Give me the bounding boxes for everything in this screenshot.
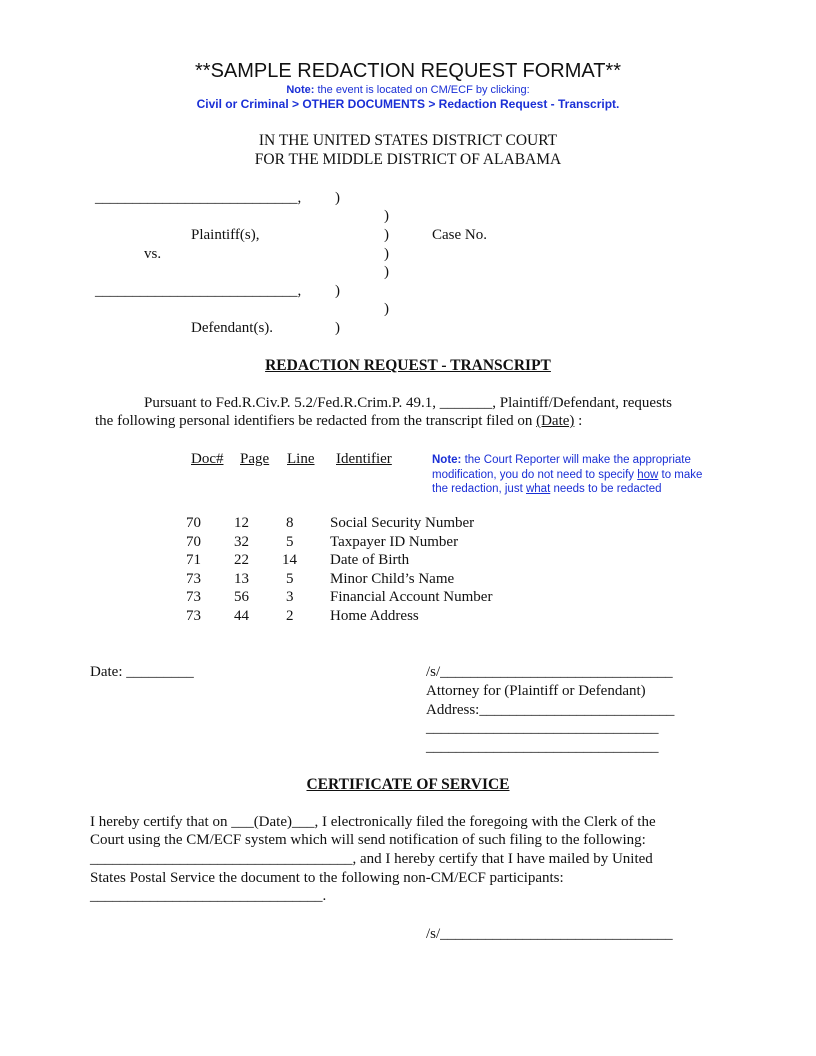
header-note-text: the event is located on CM/ECF by clicking: — [314, 84, 530, 96]
request-text: the following personal identifiers be redacted from the transcript filed on — [95, 413, 537, 429]
certificate-line-2: Court using the CM/ECF system which will send notification of such filing to the following: — [90, 832, 646, 848]
header-note-label: Note: — [286, 84, 315, 96]
note-label: Note: — [432, 454, 462, 466]
certificate-signature-line: /s/_______________________________ — [426, 926, 673, 942]
cell-doc: 71 — [186, 552, 201, 568]
cell-page: 13 — [234, 571, 249, 587]
request-paragraph-line-2 — [95, 413, 582, 430]
caption-paren: ) — [384, 264, 389, 280]
cell-identifier: Minor Child’s Name — [330, 571, 455, 587]
note-line-3b: needs to be redacted — [550, 483, 662, 495]
court-reporter-note — [432, 453, 702, 497]
note-line-3a: the redaction, just — [432, 483, 526, 495]
col-header-line: Line — [287, 451, 315, 467]
note-what: what — [525, 483, 551, 495]
request-text-end: : — [574, 413, 583, 429]
cell-identifier: Home Address — [330, 608, 419, 624]
cell-line: 14 — [282, 552, 297, 568]
caption-paren: ) — [335, 190, 340, 206]
certificate-line-3: ___________________________________, and I hereby certify that I have mailed by United — [90, 851, 653, 867]
filed-date-field: (Date) — [536, 413, 575, 429]
note-how: how — [637, 468, 659, 481]
case-no-label: Case No. — [432, 227, 487, 243]
note-line-2b: to make — [658, 468, 703, 481]
defendant-name-blank: ___________________________, — [95, 283, 302, 299]
plaintiff-name-blank: ___________________________, — [95, 190, 302, 206]
plaintiff-label: Plaintiff(s), — [191, 227, 260, 243]
certificate-line-5: _______________________________. — [90, 888, 327, 904]
col-header-doc: Doc# — [191, 451, 224, 467]
caption-paren: ) — [384, 208, 389, 224]
cell-identifier: Date of Birth — [330, 552, 410, 568]
cell-doc: 73 — [186, 589, 201, 605]
cell-page: 32 — [234, 534, 249, 550]
court-line-2: FOR THE MIDDLE DISTRICT OF ALABAMA — [254, 151, 562, 168]
address-line-3: _______________________________ — [426, 739, 659, 755]
cell-line: 2 — [286, 608, 294, 624]
signature-line: /s/_______________________________ — [426, 664, 673, 680]
certificate-heading: CERTIFICATE OF SERVICE — [306, 776, 510, 793]
defendant-label: Defendant(s). — [191, 320, 274, 336]
cell-doc: 73 — [186, 571, 201, 587]
address-field: Address:__________________________ — [426, 702, 675, 718]
cell-line: 8 — [286, 515, 294, 531]
caption-paren: ) — [335, 320, 340, 336]
cell-doc: 73 — [186, 608, 201, 624]
cell-line: 3 — [286, 589, 294, 605]
request-paragraph-line-1: Pursuant to Fed.R.Civ.P. 5.2/Fed.R.Crim.P. 49.1, _______, Plaintiff/Defendant, requests — [144, 395, 672, 411]
header-note — [0, 84, 816, 96]
versus-label: vs. — [144, 246, 162, 262]
cell-identifier: Social Security Number — [330, 515, 475, 531]
caption-paren: ) — [384, 246, 389, 262]
cell-doc: 70 — [186, 534, 201, 550]
cell-line: 5 — [286, 534, 294, 550]
cell-page: 44 — [234, 608, 249, 624]
note-line-1: the Court Reporter will make the appropriate — [461, 454, 691, 466]
cell-doc: 70 — [186, 515, 201, 531]
certificate-line-1: I hereby certify that on ___(Date)___, I electronically filed the foregoing with the Clerk of the — [90, 814, 656, 830]
cell-line: 5 — [286, 571, 294, 587]
court-line-1: IN THE UNITED STATES DISTRICT COURT — [258, 132, 558, 149]
cell-identifier: Financial Account Number — [330, 589, 493, 605]
address-line-2: _______________________________ — [426, 720, 659, 736]
col-header-page: Page — [240, 451, 270, 467]
cmecf-path: Civil or Criminal > OTHER DOCUMENTS > Redaction Request - Transcript. — [196, 97, 620, 111]
cell-page: 22 — [234, 552, 249, 568]
cell-identifier: Taxpayer ID Number — [330, 534, 459, 550]
col-header-identifier: Identifier — [336, 451, 392, 467]
caption-paren: ) — [384, 227, 389, 243]
date-field: Date: _________ — [90, 664, 194, 680]
note-line-2a: modification, you do not need to specify — [432, 468, 638, 481]
certificate-line-4: States Postal Service the document to the following non-CM/ECF participants: — [90, 870, 564, 886]
cell-page: 56 — [234, 589, 249, 605]
caption-paren: ) — [335, 283, 340, 299]
form-title: **SAMPLE REDACTION REQUEST FORMAT** — [195, 60, 621, 82]
cell-page: 12 — [234, 515, 249, 531]
redaction-heading: REDACTION REQUEST - TRANSCRIPT — [265, 357, 551, 374]
caption-paren: ) — [384, 301, 389, 317]
attorney-label: Attorney for (Plaintiff or Defendant) — [426, 683, 646, 699]
